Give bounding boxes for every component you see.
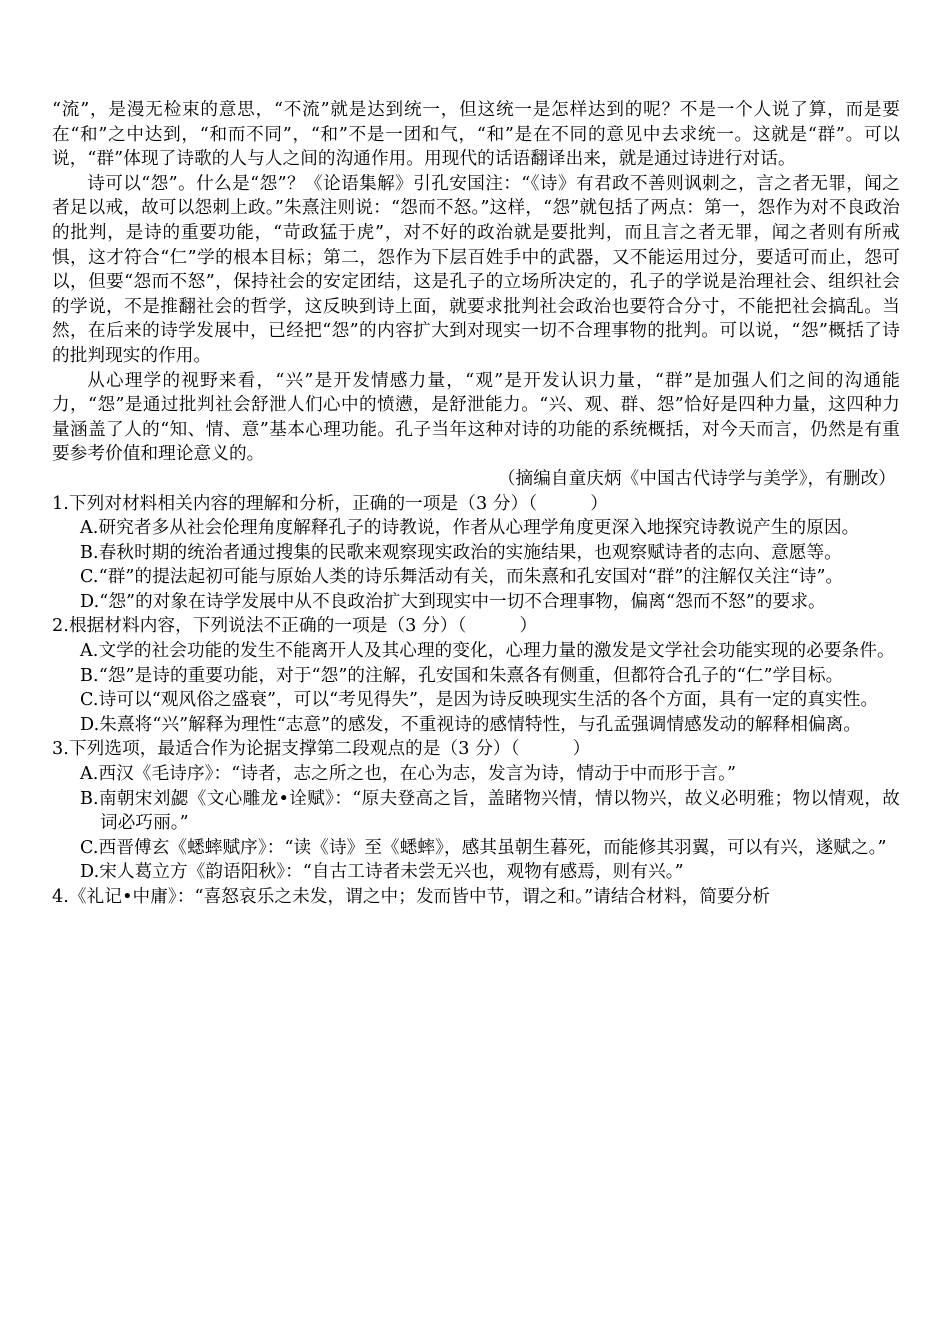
- question-stem: 3.下列选项，最适合作为论据支撑第二段观点的是（3 分）（ ）: [52, 739, 591, 760]
- option-d: D.“怨”的对象在诗学发展中从不良政治扩大到现实中一切不合理事物，偏离“怨而不怒”的要求。: [80, 591, 826, 612]
- option-a: A.研究者多从社会伦理角度解释孔子的诗教说，作者从心理学角度更深入地探究诗教说产生的原因。: [80, 518, 860, 539]
- option-a: A.西汉《毛诗序》：“诗者，志之所之也，在心为志，发言为诗，情动于中而形于言。”: [80, 764, 737, 785]
- option-c: C.“群”的提法起初可能与原始人类的诗乐舞活动有关，而朱熹和孔安国对“群”的注解仅关注“诗”。: [80, 567, 844, 588]
- option-c: C.西晋傅玄《蟋蟀赋序》：“读《诗》至《蟋蟀》，感其虽朝生暮死，而能修其羽翼，可以有兴，遂赋之。”: [80, 837, 887, 858]
- question-2: [52, 614, 900, 737]
- question-stem: 1.下列对材料相关内容的理解和分析，正确的一项是（3 分）（ ）: [52, 493, 608, 514]
- passage-source: （摘编自童庆炳《中国古代诗学与美学》，有删改）: [497, 468, 896, 489]
- passage-paragraph-1: “流”，是漫无检束的意思，“不流”就是达到统一，但这统一是怎样达到的呢？不是一个人说了算，而是要在“和”之中达到，“和而不同”，“和”不是一团和气，“和”是在不同的意见中去求统一。这就是“群”。可以说，“群”体现了诗歌的人与人之间的沟通作用。用现代的话语翻译出来，就是通过诗进行对话。: [52, 100, 900, 170]
- passage-paragraph-2: 诗可以“怨”。什么是“怨”？《论语集解》引孔安国注：“《诗》有君政不善则讽刺之，言之者无罪，闻之者足以戒，故可以怨刺上政。”朱熹注则说：“怨而不怒。”这样，“怨”就包括了两点：第一，怨作为对不良政治的批判，是诗的重要功能，“苛政猛于虎”，对不好的政治就是要批判，而且言之者无罪，闻之者则有所戒惧，这才符合“仁”学的根本目标；第二，怨作为下层百姓手中的武器，又不能运用过分，要适可而止，怨可以，但要“怨而不怒”，保持社会的安定团结，这是孔子的立场所决定的，孔子的学说是治理社会、组织社会的学说，不是推翻社会的哲学，这反映到诗上面，就要求批判社会政治也要符合分寸，不能把社会搞乱。当然，在后来的诗学发展中，已经把“怨”的内容扩大到对现实一切不合理事物的批判。可以说，“怨”概括了诗的批判现实的作用。: [52, 173, 900, 366]
- question-3: [52, 737, 900, 885]
- exam-document: [52, 98, 900, 910]
- option-a: A.文学的社会功能的发生不能离开人及其心理的变化，心理力量的激发是文学社会功能实现的必要条件。: [80, 641, 895, 662]
- question-4: [52, 885, 900, 910]
- question-1: [52, 492, 900, 615]
- option-c: C.诗可以“观风俗之盛衰”，可以“考见得失”，是因为诗反映现实生活的各个方面，具有一定的真实性。: [80, 690, 879, 711]
- option-b: B.春秋时期的统治者通过搜集的民歌来观察现实政治的实施结果，也观察赋诗者的志向、意愿等。: [80, 542, 842, 563]
- question-stem: 2.根据材料内容，下列说法不正确的一项是（3 分）（ ）: [52, 616, 538, 637]
- question-stem: 4.《礼记•中庸》：“喜怒哀乐之未发，谓之中；发而皆中节，谓之和。”请结合材料，简要分析: [52, 887, 771, 907]
- passage-paragraph-3: 从心理学的视野来看，“兴”是开发情感力量，“观”是开发认识力量，“群”是加强人们之间的沟通能力，“怨”是通过批判社会舒泄人们心中的愤懑，是舒泄能力。“兴、观、群、怨”恰好是四种力量，这四种力量涵盖了人的“知、情、意”基本心理功能。孔子当年这种对诗的功能的系统概括，对今天而言，仍然是有重要参考价值和理论意义的。: [52, 370, 900, 465]
- option-b: B.“怨”是诗的重要功能，对于“怨”的注解，孔安国和朱熹各有侧重，但都符合孔子的“仁”学目标。: [80, 665, 844, 686]
- option-d: D.宋人葛立方《韵语阳秋》：“自古工诗者未尝无兴也，观物有感焉，则有兴。”: [80, 862, 684, 883]
- option-d: D.朱熹将“兴”解释为理性“志意”的感发，不重视诗的感情特性，与孔孟强调情感发动的解释相偏离。: [80, 714, 862, 735]
- option-b: B.南朝宋刘勰《文心雕龙•诠赋》：“原夫登高之旨，盖睹物兴情，情以物兴，故义必明雅；物以情观，故词必巧丽。”: [80, 788, 900, 834]
